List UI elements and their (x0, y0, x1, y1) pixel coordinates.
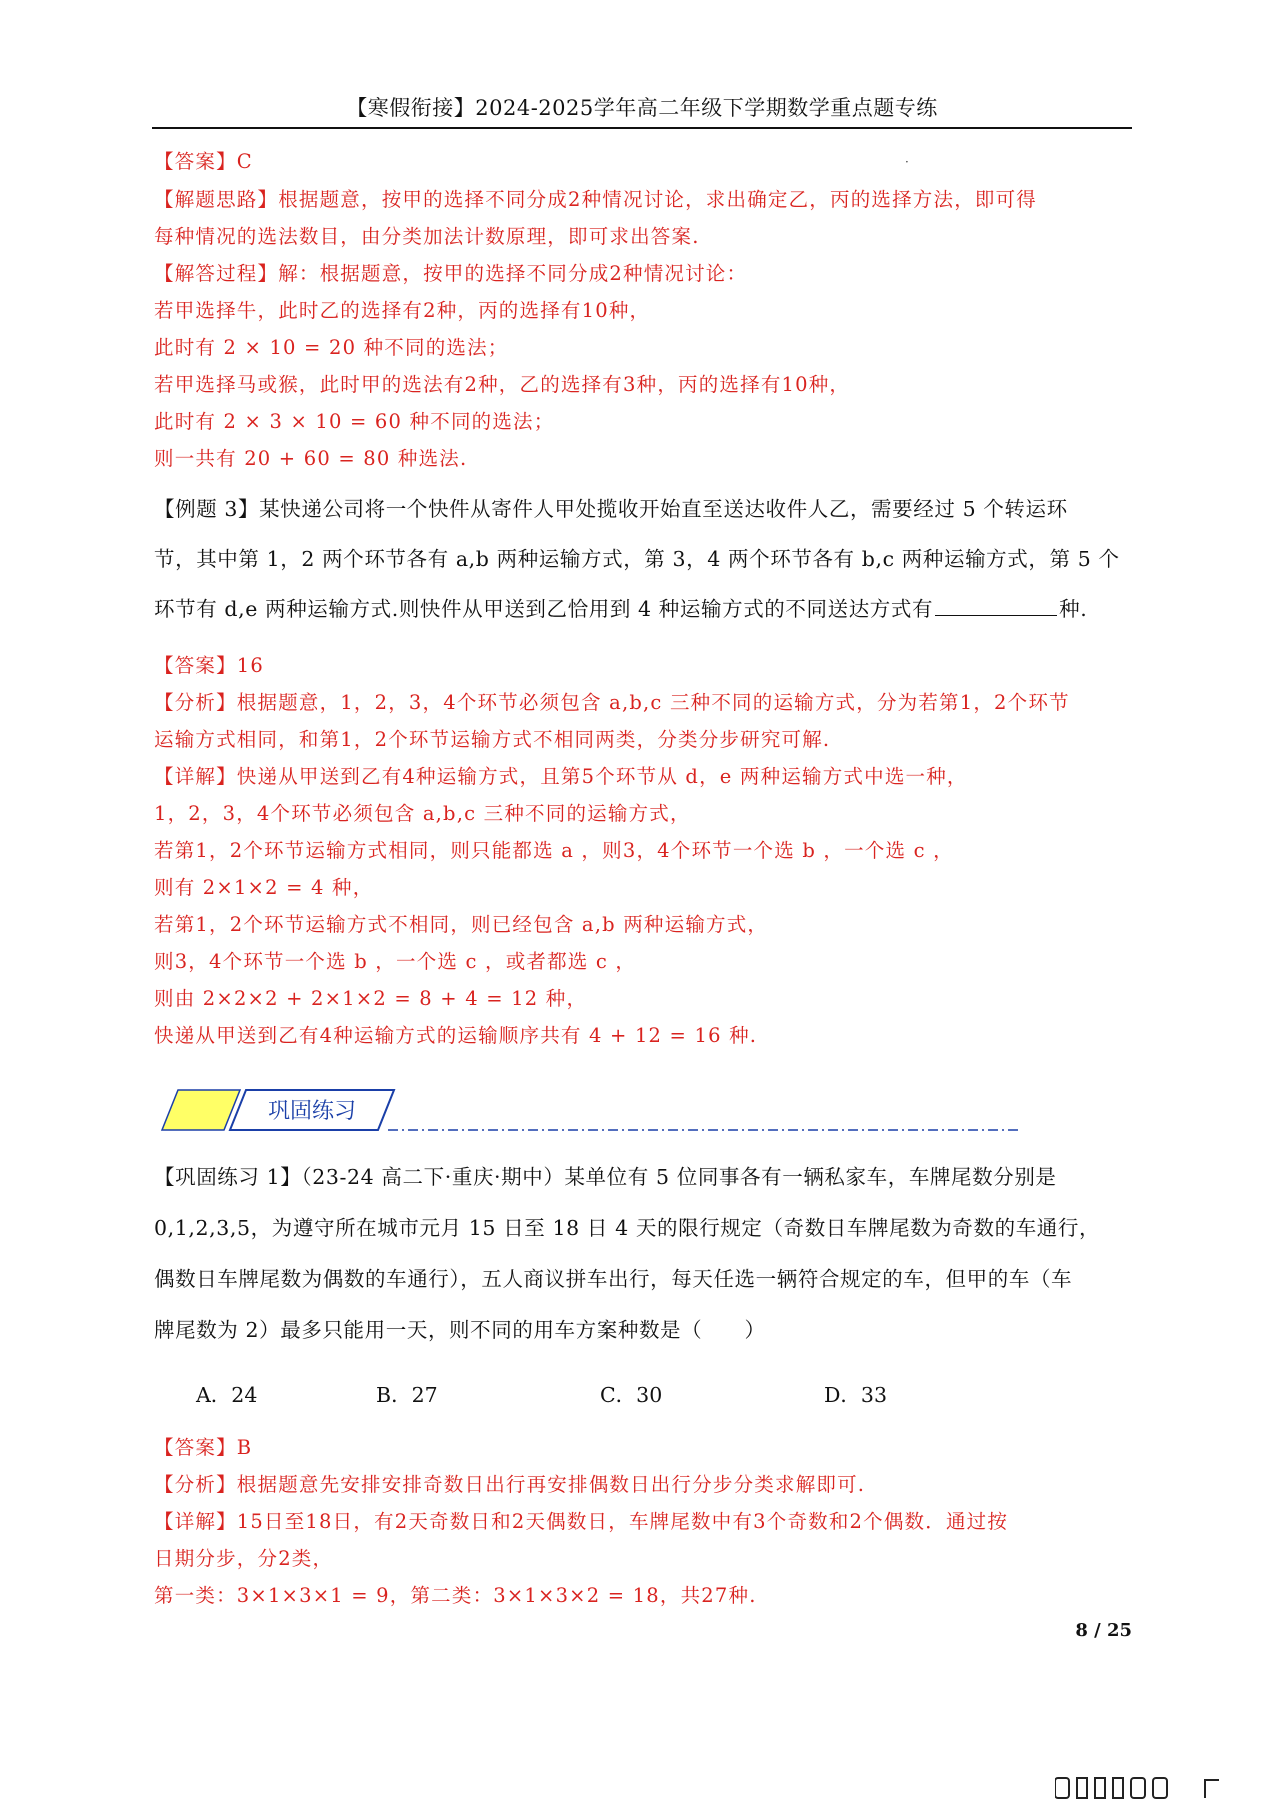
page-header: 【寒假衔接】2024-2025学年高二年级下学期数学重点题专练 (346, 96, 938, 120)
option-b: B．27 (376, 1383, 438, 1407)
example-3-text: 环节有 d,e 两种运输方式.则快件从甲送到乙恰用到 4 种运输方式的不同送达方式有 (154, 597, 934, 621)
toolbar-icon[interactable] (1131, 1778, 1145, 1798)
option-c: C．30 (600, 1383, 663, 1407)
detail-line: 若第1，2个环节运输方式相同，则只能都选 a ，则3，4个环节一个选 b ，一个选 c ， (154, 839, 954, 862)
analysis-line: 【分析】根据题意先安排安排奇数日出行再安排偶数日出行分步分类求解即可. (154, 1473, 866, 1496)
corner-icon[interactable] (1205, 1780, 1219, 1798)
toolbar-icon[interactable] (1095, 1778, 1105, 1798)
detail-line: 日期分步，分2类， (154, 1547, 334, 1570)
solution-process-line: 此时有 2 × 10 = 20 种不同的选法； (154, 336, 509, 359)
solution-process-line: 若甲选择牛，此时乙的选择有2种，丙的选择有10种， (154, 299, 651, 322)
toolbar-icon[interactable] (1055, 1778, 1069, 1798)
solution-process-line: 【解答过程】解：根据题意，按甲的选择不同分成2种情况讨论： (154, 262, 748, 285)
solution-process-line: 若甲选择马或猴，此时甲的选法有2种，乙的选择有3种，丙的选择有10种， (154, 373, 851, 396)
detail-line: 若第1，2个环节运输方式不相同，则已经包含 a,b 两种运输方式， (154, 913, 769, 936)
option-d: D．33 (824, 1383, 888, 1407)
toolbar-icon[interactable] (1077, 1778, 1087, 1798)
detail-line: 快递从甲送到乙有4种运输方式的运输顺序共有 4 + 12 = 16 种. (154, 1024, 758, 1047)
section-label: 巩固练习 (268, 1099, 357, 1124)
answer-line: 【答案】B (154, 1436, 253, 1459)
example-3-line: 节，其中第 1，2 两个环节各有 a,b 两种运输方式，第 3，4 两个环节各有 b,c 两种运输方式，第 5 个 (154, 547, 1120, 571)
detail-line: 则3，4个环节一个选 b ，一个选 c ，或者都选 c ， (154, 950, 637, 973)
detail-line: 【详解】快递从甲送到乙有4种运输方式，且第5个环节从 d，e 两种运输方式中选一种， (154, 765, 968, 788)
practice-1-line: 【巩固练习 1】（23-24 高二下·重庆·期中）某单位有 5 位同事各有一辆私家车，车牌尾数分别是 (154, 1165, 1057, 1189)
stray-dot: · (905, 155, 909, 169)
solution-process-line: 此时有 2 × 3 × 10 = 60 种不同的选法； (154, 410, 555, 433)
option-a: A．24 (196, 1383, 258, 1407)
practice-1-line: 偶数日车牌尾数为偶数的车通行），五人商议拼车出行，每天任选一辆符合规定的车，但甲的车（车 (154, 1267, 1073, 1291)
header-rule (152, 127, 1132, 129)
viewer-toolbar[interactable] (1055, 1774, 1255, 1802)
answer-line: 【答案】C (154, 150, 253, 173)
detail-line: 1，2，3，4个环节必须包含 a,b,c 三种不同的运输方式， (154, 802, 691, 825)
example-3-line-with-blank (154, 592, 1087, 622)
answer-line: 【答案】16 (154, 654, 265, 677)
page-number: 8 / 25 (1075, 1620, 1132, 1641)
solution-process-line: 则一共有 20 + 60 = 80 种选法. (154, 447, 468, 470)
practice-1-line: 牌尾数为 2）最多只能用一天，则不同的用车方案种数是（ ） (154, 1318, 766, 1342)
answer-blank (935, 597, 1057, 616)
section-banner (158, 1086, 1018, 1134)
toolbar-icon[interactable] (1113, 1778, 1123, 1798)
toolbar-icon[interactable] (1153, 1778, 1167, 1798)
example-3-line: 【例题 3】某快递公司将一个快件从寄件人甲处揽收开始直至送达收件人乙，需要经过 5 个转运环 (154, 497, 1068, 521)
solution-idea-line: 每种情况的选法数目，由分类加法计数原理，即可求出答案. (154, 225, 700, 248)
analysis-line: 运输方式相同，和第1，2个环节运输方式不相同两类，分类分步研究可解. (154, 728, 831, 751)
detail-line: 则有 2×1×2 = 4 种， (154, 876, 374, 899)
analysis-line: 【分析】根据题意，1，2，3，4个环节必须包含 a,b,c 三种不同的运输方式，分为若第1，2个环节 (154, 691, 1070, 714)
detail-line: 【详解】15日至18日，有2天奇数日和2天偶数日，车牌尾数中有3个奇数和2个偶数．通过按 (154, 1510, 1009, 1533)
example-3-text-end: 种. (1059, 597, 1088, 621)
detail-line: 第一类：3×1×3×1 = 9，第二类：3×1×3×2 = 18，共27种. (154, 1584, 757, 1607)
practice-1-line: 0,1,2,3,5，为遵守所在城市元月 15 日至 18 日 4 天的限行规定（奇数日车牌尾数为奇数的车通行， (154, 1216, 1101, 1240)
detail-line: 则由 2×2×2 + 2×1×2 = 8 + 4 = 12 种， (154, 987, 588, 1010)
solution-idea-line: 【解题思路】根据题意，按甲的选择不同分成2种情况讨论，求出确定乙，丙的选择方法，即可得 (154, 188, 1038, 211)
